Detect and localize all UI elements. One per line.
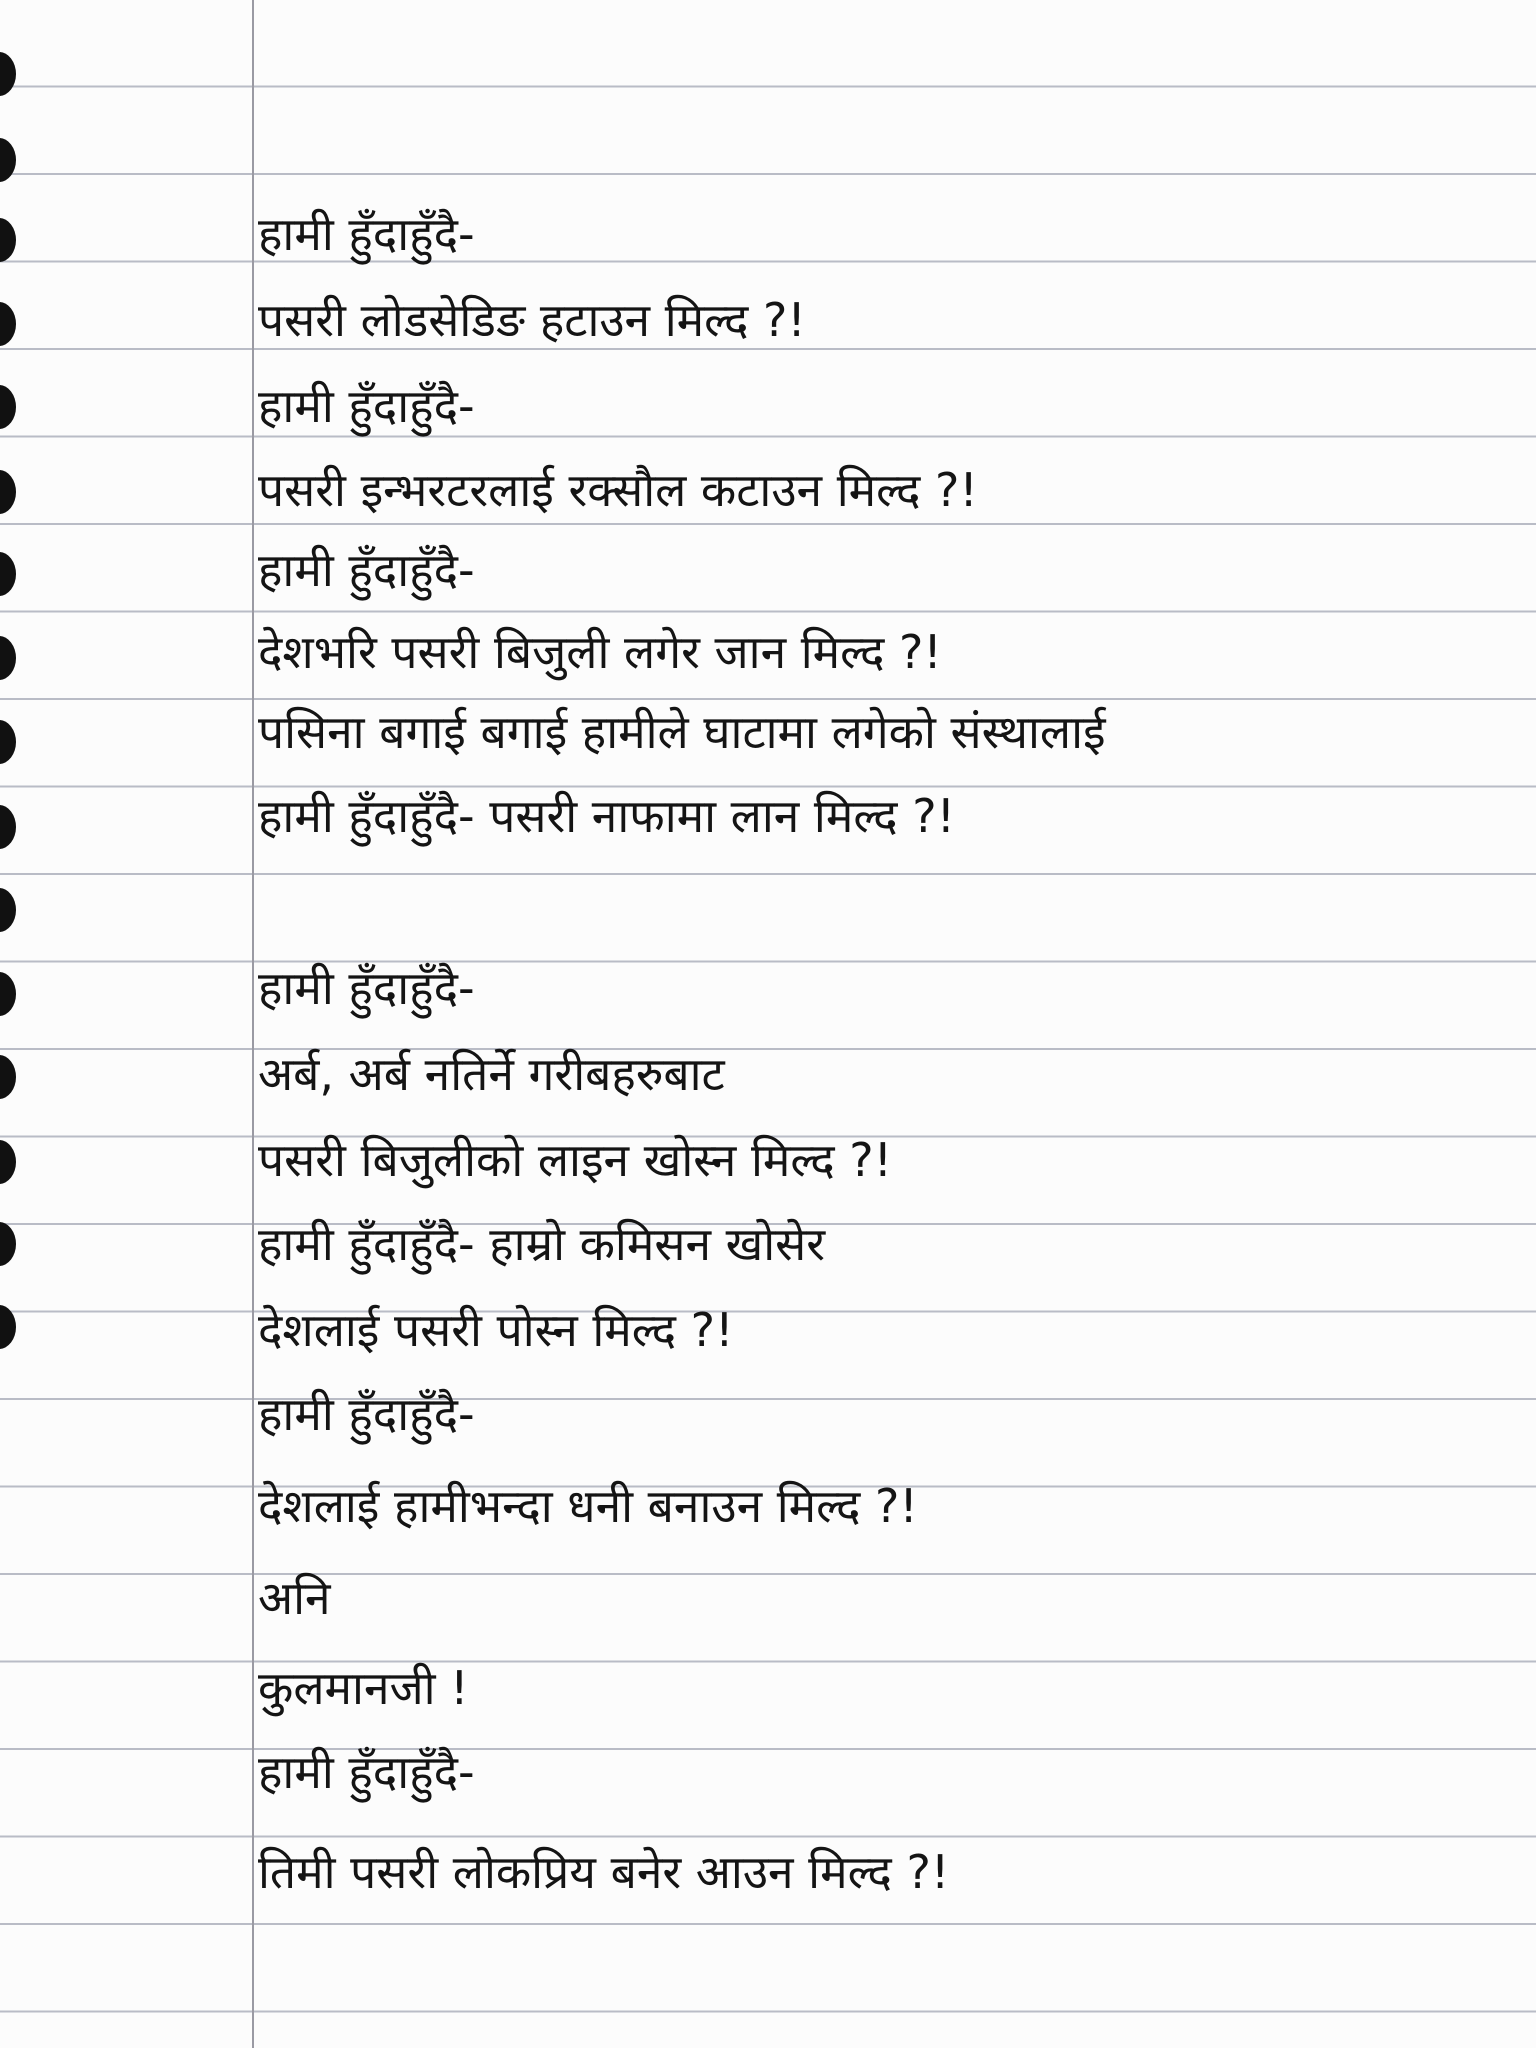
poem-line: पसरी बिजुलीको लाइन खोस्न मिल्द ?! (258, 1133, 893, 1187)
margin-line (252, 0, 254, 2048)
binding-hole (0, 888, 16, 932)
binding-hole (0, 1140, 16, 1184)
poem-line: देशलाई पसरी पोस्न मिल्द ?! (258, 1303, 734, 1357)
poem-line: हामी हुँदाहुँदै- पसरी नाफामा लान मिल्द ?! (258, 789, 956, 843)
binding-hole (0, 385, 16, 429)
poem-line: देशलाई हामीभन्दा धनी बनाउन मिल्द ?! (258, 1479, 918, 1533)
binding-hole (0, 470, 16, 514)
poem-line: पसिना बगाई बगाई हामीले घाटामा लगेको संस्थालाई (258, 705, 1106, 759)
binding-hole (0, 552, 16, 596)
binding-hole (0, 302, 16, 346)
binding-hole (0, 52, 16, 96)
poem-line: देशभरि पसरी बिजुली लगेर जान मिल्द ?! (258, 625, 942, 679)
poem-line: हामी हुँदाहुँदै- (258, 1387, 475, 1441)
binding-hole (0, 720, 16, 764)
binding-hole (0, 138, 16, 182)
poem-line: हामी हुँदाहुँदै- हाम्रो कमिसन खोसेर (258, 1217, 826, 1271)
poem-line: हामी हुँदाहुँदै- (258, 1745, 475, 1799)
poem-line: तिमी पसरी लोकप्रिय बनेर आउन मिल्द ?! (258, 1845, 950, 1899)
poem-line: हामी हुँदाहुँदै- (258, 379, 475, 433)
poem-line: हामी हुँदाहुँदै- (258, 207, 475, 261)
poem-line: पसरी लोडसेडिङ हटाउन मिल्द ?! (258, 293, 806, 347)
poem-line: अनि (258, 1571, 331, 1625)
poem-line: हामी हुँदाहुँदै- (258, 961, 475, 1015)
poem-line: पसरी इन्भरटरलाई रक्सौल कटाउन मिल्द ?! (258, 463, 978, 517)
binding-hole (0, 636, 16, 680)
binding-hole (0, 218, 16, 262)
binding-hole (0, 805, 16, 849)
binding-hole (0, 1305, 16, 1349)
poem-line: हामी हुँदाहुँदै- (258, 543, 475, 597)
binding-hole (0, 972, 16, 1016)
binding-hole (0, 1222, 16, 1266)
poem-line: अर्ब, अर्ब नतिर्ने गरीबहरुबाट (258, 1047, 725, 1101)
binding-hole (0, 1055, 16, 1099)
poem-line: कुलमानजी ! (258, 1661, 469, 1715)
